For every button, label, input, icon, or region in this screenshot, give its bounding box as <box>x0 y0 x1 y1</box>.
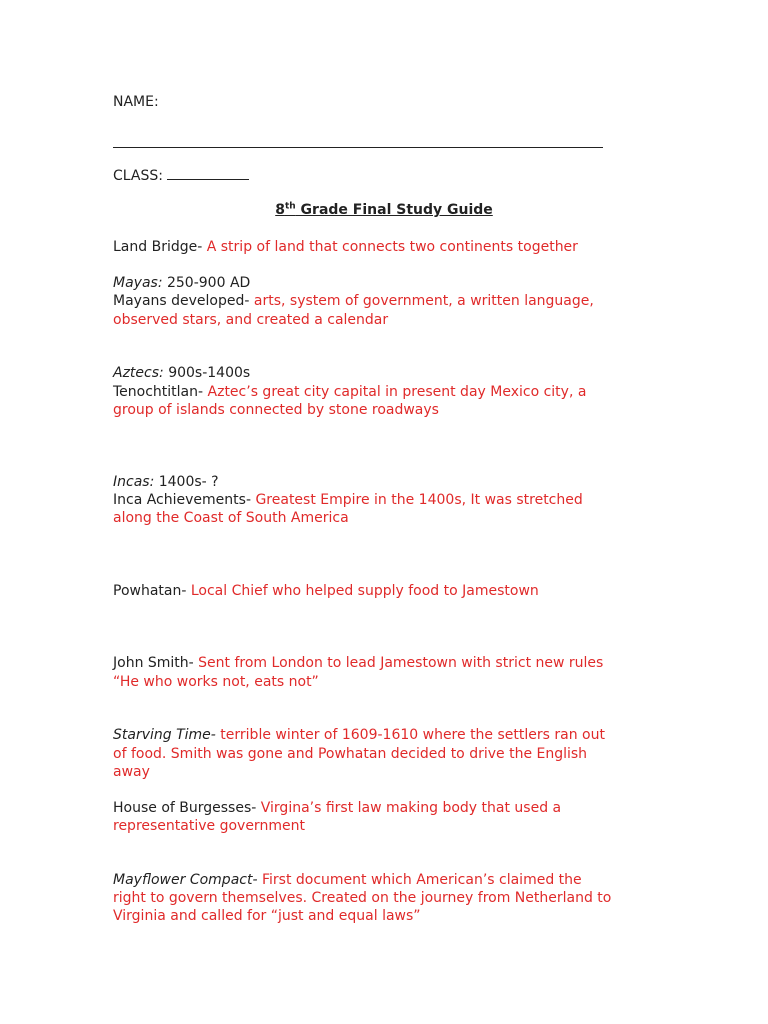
entry-john-smith <box>113 654 603 672</box>
entry-definition-cont: representative government <box>113 818 305 834</box>
entry-aztecs <box>113 364 250 382</box>
entry-term: Starving Time- <box>113 727 216 743</box>
entry-subterm: Mayans developed- <box>113 293 250 309</box>
entry-definition: A strip of land that connects two continents together <box>202 239 578 255</box>
entry-definition-cont: of food. Smith was gone and Powhatan decided to drive the English <box>113 746 588 762</box>
entry-definition: Local Chief who helped supply food to Jamestown <box>186 583 539 599</box>
entry-subterm: Tenochtitlan- <box>113 384 204 400</box>
entry-definition-cont: along the Coast of South America <box>113 510 349 526</box>
entry-definition: arts, system of government, a written language, <box>249 293 594 309</box>
entry-definition-cont: away <box>113 764 150 780</box>
entry-term: House of Burgesses- <box>113 800 257 816</box>
entry-definition-cont: group of islands connected by stone roadways <box>113 402 439 418</box>
entry-powhatan <box>113 582 539 600</box>
entry-term: Aztecs: <box>113 365 164 381</box>
entry-term: Land Bridge- <box>113 239 203 255</box>
title-suffix: th <box>284 201 296 212</box>
entry-dates: 250-900 AD <box>162 275 251 291</box>
entry-definition: terrible winter of 1609-1610 where the settlers ran out <box>215 727 605 743</box>
entry-mayas <box>113 274 250 292</box>
entry-term: John Smith- <box>113 655 194 671</box>
entry-term: Powhatan- <box>113 583 187 599</box>
entry-definition-cont: “He who works not, eats not” <box>113 674 319 690</box>
entry-term: Mayflower Compact- <box>113 872 258 888</box>
entry-definition: Virgina’s first law making body that used a <box>256 800 562 816</box>
entry-dates: 900s-1400s <box>163 365 251 381</box>
name-underline <box>113 147 603 148</box>
entry-tenochtitlan <box>113 383 586 401</box>
entry-mayflower-compact <box>113 871 582 889</box>
entry-definition: Greatest Empire in the 1400s, It was stretched <box>251 492 583 508</box>
entry-term: Mayas: <box>113 275 163 291</box>
title-rest: Grade Final Study Guide <box>295 202 493 218</box>
entry-definition: Sent from London to lead Jamestown with strict new rules <box>193 655 604 671</box>
entry-term: Incas: <box>113 474 155 490</box>
class-blank <box>167 165 249 180</box>
class-field <box>113 165 249 185</box>
entry-definition-cont: right to govern themselves. Created on the journey from Netherland to <box>113 890 612 906</box>
entry-incas <box>113 473 219 491</box>
entry-subterm: Inca Achievements- <box>113 492 251 508</box>
entry-definition-cont: Virginia and called for “just and equal laws” <box>113 908 421 924</box>
entry-dates: 1400s- ? <box>154 474 219 490</box>
entry-definition-cont: observed stars, and created a calendar <box>113 312 389 328</box>
page-title <box>0 201 768 219</box>
entry-definition: Aztec’s great city capital in present day Mexico city, a <box>203 384 587 400</box>
title-number: 8 <box>275 202 285 218</box>
entry-starving-time <box>113 726 605 744</box>
entry-land-bridge <box>113 238 578 256</box>
entry-definition: First document which American’s claimed the <box>257 872 582 888</box>
entry-mayas-developed <box>113 292 594 310</box>
entry-inca-achievements <box>113 491 583 509</box>
name-label: NAME: <box>113 94 159 110</box>
entry-house-of-burgesses <box>113 799 561 817</box>
class-label: CLASS: <box>113 168 163 184</box>
